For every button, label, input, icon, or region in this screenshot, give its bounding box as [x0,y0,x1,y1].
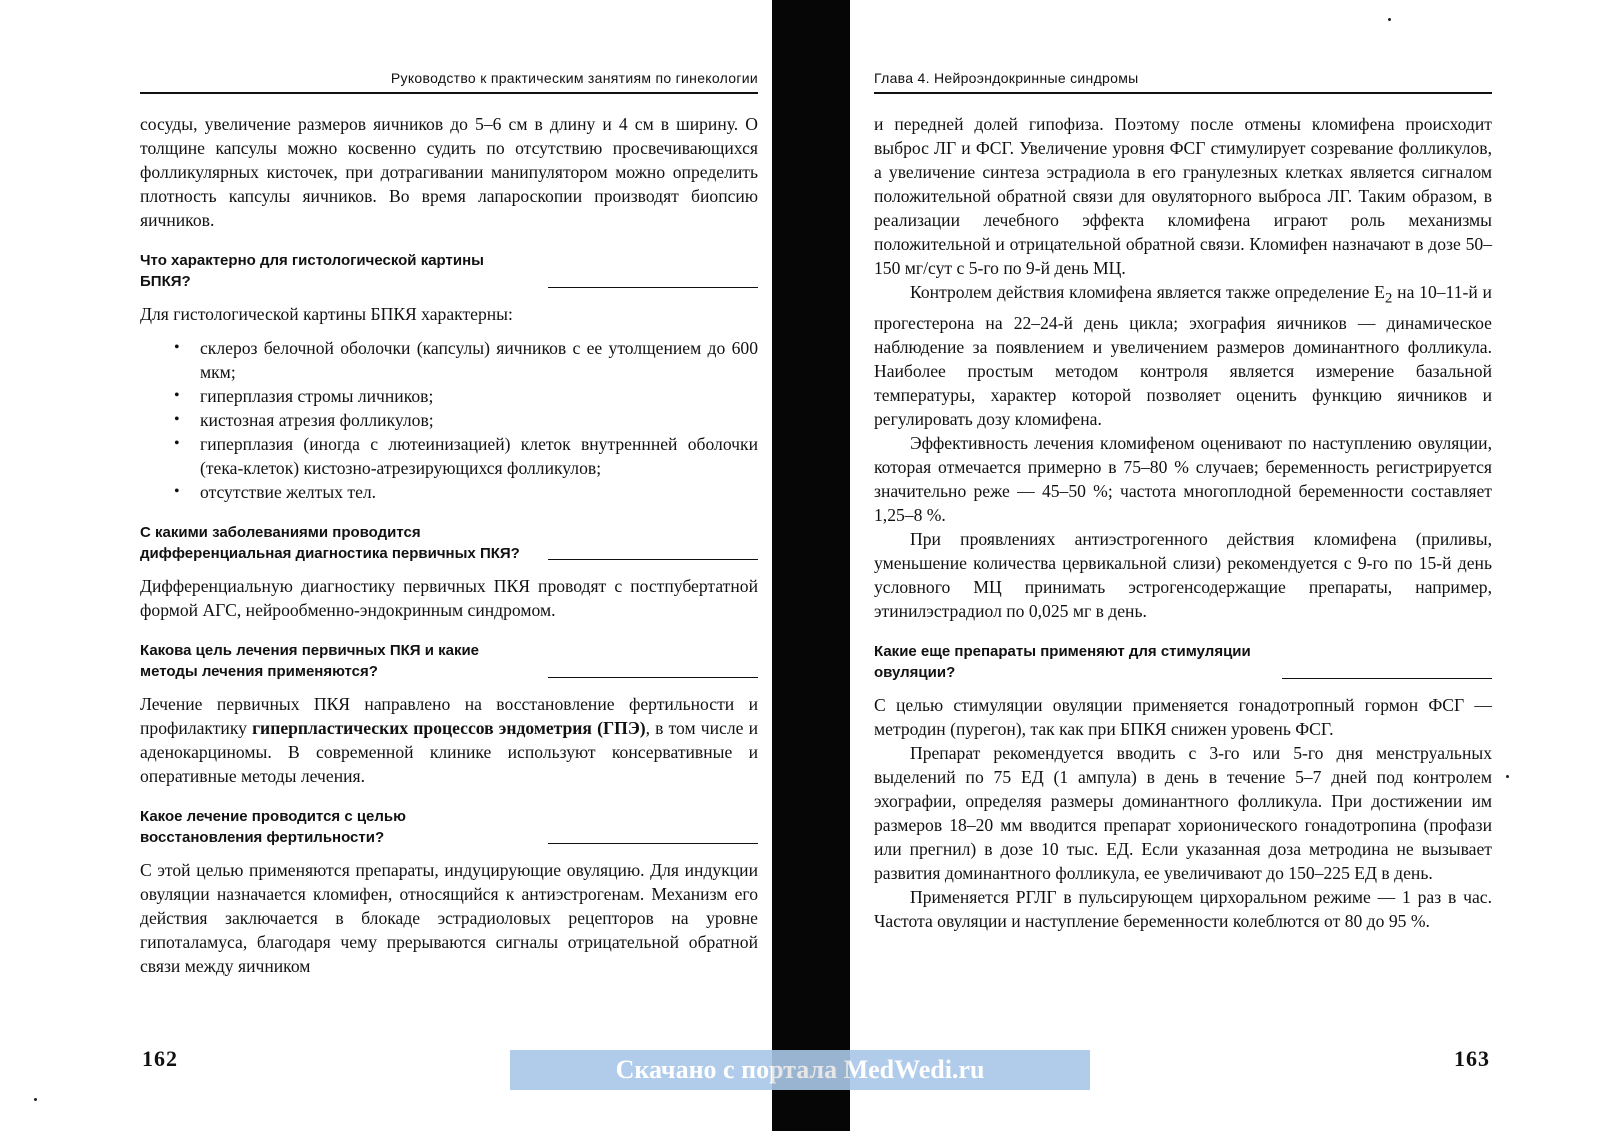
question-text: С какими заболеваниями проводится дифференциальная диагностика первичных ПКЯ? [140,524,520,562]
answer-text: , в том числе и аденокарциномы. В современной клинике используют консервативные и оперативные методы лечения. [140,718,758,786]
right-page [874,0,1492,1131]
histology-list [140,336,758,504]
fsh-paragraph: С целью стимуляции овуляции применяется гонадотропный гормон ФСГ — метродин (пурегон), так как при БПКЯ снижен уровень ФСГ. [874,694,1492,739]
list-item: • склероз белочной оболочки (капсулы) яичников с ее утолщением до 600 мкм; [200,336,758,384]
question-text: Что характерно для гистологической картины БПКЯ? [140,252,484,290]
efficacy-paragraph: Эффективность лечения кломифеном оценивают по наступлению овуляции, которая отмечается примерно в 75–80 % случаев; беременность регистрируется значительно реже — 45–50 %; частота многоплодной беременности составляет 1,25–8 %. [874,432,1492,525]
question-heading-other-drugs [874,641,1492,683]
page-number-right: 163 [1454,1046,1490,1071]
scan-speck [1506,775,1509,778]
left-running-head: Руководство к практическим занятиям по гинекологии [140,70,758,94]
list-item: • гиперплазия стромы личников; [200,384,758,408]
list-item: • отсутствие желтых тел. [200,480,758,504]
rglg-paragraph: Применяется РГЛГ в пульсирующем цирхоральном режиме — 1 раз в час. Частота овуляции и наступление беременности колеблются от 80 до 95 %. [874,886,1492,931]
histology-lead: Для гистологической картины БПКЯ характерны: [140,304,513,324]
scan-speck [34,1098,37,1101]
heading-rule [548,677,758,678]
left-page-body [140,112,758,978]
right-page-body [874,112,1492,933]
heading-rule [548,287,758,288]
answer-text: Лечение первичных ПКЯ направлено на восстановление фертильности и профилактику [140,694,758,738]
antiestrogen-paragraph: При проявлениях антиэстрогенного действия кломифена (приливы, уменьшение количества цервикальной слизи) рекомендуется с 9-го по 15-й день условного МЦ принимать эстрогенсодержащие препараты, например, этинилэстрадиол по 0,025 мг в день. [874,528,1492,621]
list-item: • гиперплазия (иногда с лютеинизацией) клеток внутреннней оболочки (тека-клеток) кистозно-атрезирующихся фолликулов; [200,432,758,480]
question-text: Какое лечение проводится с целью восстановления фертильности? [140,808,406,846]
question-heading-diagnosis [140,522,758,564]
subscript: 2 [1385,290,1393,307]
treatment-goal-answer [140,692,758,788]
left-intro-paragraph: сосуды, увеличение размеров яичников до 5–6 см в длину и 4 см в ширину. О толщине капсулы можно косвенно судить по отсутствию просвечивающихся фолликулярных кисточек, при дотрагивании манипулятором можно определить плотность капсулы яичников. Во время лапароскопии производят биопсию яичников. [140,114,758,230]
heading-rule [548,843,758,844]
heading-rule [548,559,758,560]
diagnosis-answer: Дифференциальную диагностику первичных ПКЯ проводят с постпубертатной формой АГС, нейрообменно-эндокринным синдромом. [140,576,758,620]
list-item: • кистозная атрезия фолликулов; [200,408,758,432]
question-heading-treatment-goal [140,640,758,682]
book-spine [772,0,850,1131]
question-text: Какова цель лечения первичных ПКЯ и какие методы лечения применяются? [140,642,480,680]
scan-speck [1388,18,1391,21]
right-running-head: Глава 4. Нейроэндокринные синдромы [874,70,1492,94]
watermark-banner: Скачано с портала MedWedi.ru [510,1050,1090,1090]
clomiphene-paragraph: и передней долей гипофиза. Поэтому после отмены кломифена происходит выброс ЛГ и ФСГ. Увеличение уровня ФСГ стимулирует созревание фолликулов, а увеличение синтеза эстрадиола в его гранулезных клетках является сигналом положительной обратной связи для овуляторного выброса ЛГ. Таким образом, в реализации лечебного эффекта кломифена играют роль механизмы положительной и отрицательной обратной связи. Кломифен назначают в дозе 50–150 мг/сут с 5-го по 9-й день МЦ. [874,114,1492,278]
answer-bold-term: гиперпластических процессов эндометрия (ГПЭ) [252,718,646,738]
question-text: Какие еще препараты применяют для стимуляции овуляции? [874,642,1251,681]
paragraph-text: на 10–11-й и прогестерона на 22–24-й день цикла; эхография яичников — динамическое наблюдение за появлением и увеличением размеров доминантного фолликула. Наиболее простым методом контроля является измерение базальной температуры, характер которой позволяет оценить функцию яичников и регулировать дозу кломифена. [874,282,1492,429]
fertility-answer: С этой целью применяются препараты, индуцирующие овуляцию. Для индукции овуляции назначается кломифен, относящийся к антиэстрогенам. Механизм его действия заключается в блокаде эстрадиоловых рецепторов на уровне гипоталамуса, благодаря чему прерываются сигналы отрицательной обратной связи между яичником [140,860,758,976]
left-page [140,0,758,1131]
paragraph-text: Контролем действия кломифена является также определение Е [910,282,1386,302]
question-heading-fertility [140,806,758,848]
question-heading-histology [140,250,758,292]
heading-rule [1282,678,1492,679]
dosage-paragraph: Препарат рекомендуется вводить с 3-го или 5-го дня менструальных выделений по 75 ЕД (1 ампула) в день в течение 5–7 дней под контролем эхографии, определяя размеры доминантного фолликула. При достижении им размеров 18–20 мм вводится препарат хорионического гонадотропина (профази или прегнил) в дозе 10 тыс. ЕД. Если указанная доза метродина не вызывает развития доминантного фолликула, ее увеличивают до 150–225 ЕД в день. [874,742,1492,883]
page-number-left: 162 [142,1046,178,1071]
control-paragraph [874,280,1492,431]
